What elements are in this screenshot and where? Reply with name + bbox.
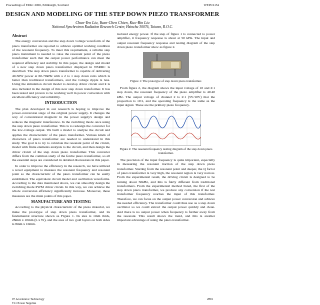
footer-section: 07 Accelerator Technology T11 Power Supplies	[12, 297, 45, 305]
abstract-text: The energy conversion and the step down voltage waveform of the piezo transformer are reported to achieve optimal working condition of the resonant frequency. To meet this requirement, a reliable step piezo instrument is needed to raise the resonant point of the piezo transformer such that the output power performance can meet the required efficiency and stability. In this paper, the design and model of a new step down piezo transformer displayed in NSRRC is described. The step down piezo transformer is capable of delivering 40-50W power at 60-70kHz with a 2 to 1 step down ratio which is better than traditional transformers, and the voltage ripple is less. Using the simulation circuit model to develop driver circuit and it is also included in the design of this new step down transformer. It has been tested and proven to be working well in power conversion with excellent efficiency and reliability.	[12, 39, 110, 100]
left-column	[12, 32, 110, 228]
header-paper-id: WEPLS134	[203, 3, 219, 7]
manufacture-heading: MANUFACTURE AND TESTING	[31, 198, 91, 204]
right-column	[117, 32, 215, 224]
abstract-heading: Abstract	[12, 33, 27, 38]
figure-2-caption: Figure 2: The resonant frequency testing diagram of the step down piezo transformer.	[119, 147, 213, 156]
figure-2-scope	[131, 110, 201, 146]
header-proceedings: Proceedings of EPAC 2006, Edinburgh, Scotland	[6, 3, 69, 7]
manufacture-text: According to the physical characteristic of the piezo material, we make the prototype of step down piezo transformer, and its fundamental structure shown as Figure 1. Its size is 1mm thick, 28mm x 10mm (L x W), and the area of two gold layers on both sides is 8mm x 10mm.	[12, 205, 110, 227]
paper-authors: Chun-Yen Liu, Yuan-Chen Chien, Kuo-Bin Liu	[75, 20, 150, 25]
figure-1-photo	[143, 52, 189, 78]
introduction-heading: INTRODUCTION	[44, 100, 77, 106]
right-top-text: isolated energy power. If the step of figure 1 is connected to power amplifier, it frequency response is about at 50 kHz. The input and output resonant frequency response and testing diagram of the step down piezo transformer show as figure 2.	[117, 32, 215, 49]
piezo-prototype-image	[143, 52, 189, 78]
introduction-text-2: In order to improve the efficiency in the research, we have utilized a novel equipment to measure the resonant frequency and resonant point so the characteristic of the piezo transformer can be easily established. The equivalent circuit model and oscillation waveforms. According to the data mentioned above, we can smoothly design the switching mode PWM driver circuit. In this way, we can achieve the whole conversion efficiency significantly increase. Moreover, these measures are the main points of this paper.	[12, 163, 110, 198]
oscilloscope-plot	[131, 110, 201, 146]
figure-1-caption: Figure 1: The prototype of step down piezo transformer.	[130, 79, 202, 84]
paper-title: DESIGN AND MODELING OF THE STEP DOWN PIEZO TRANSFORMER	[5, 11, 220, 18]
right-mid-text: From figure 2, the diagram shows the input voltage of 10 and 2:1 step down, the resonant frequency of the piezo amplifier is 40.40 kHz. The output voltage of channel 2 is 2:1 (5V/10V) that the proportion is 10:1, and the operating frequency is the same as the input signal. These are the primary piezo frequency.	[117, 85, 215, 108]
footer-page-number: 2891	[207, 297, 213, 301]
right-bottom-text: The precision of the input frequency is quite important, especially in measuring the resonant traction of the step down piezo transformer. Starting from the resonant point and deeper, the Q factor of piezo transformer is very high, the resonant region is very narrow. From the experimental result, the driving circuit is designed to be turning about 50kHz, and this is fairly different from traditional transformers. From the experimental method listed, the first of the step down piezo transformer, we produce any conversion if the test transformer frequency reaches the input of this transformer. Therefore, we can focus on the output power conversion and achieve the needed efficiency. The transformer could thus use as a step down oscillator so we could extract the output power quickly and clean. And there is no output power when frequency is further away from the resonant. This result shows the trend, and this is another important advantage of using the piezo transformer.	[117, 158, 215, 223]
paper-affiliation: National Synchrotron Radiation Research Center, Hsinchu 30076, Taiwan, R.O.C.	[51, 25, 174, 29]
introduction-text: The plan developed in our research is hoping to improve the power-conversion stage of the original power supply. It changes the way of conventional magnetic in the power supply's design and reduces the magnetic interference. In the switching mode once using the step down piezo transformer. This is to redesign the converter for the low-voltage output. We built a model to analyze the circuit and applies the characteristic of the piezo transformer. Various kinds of characters of piezo transformer are needed to understand in this study. The goal is to try to calculate the resonant point of the circuit, model with finite elements analysis to the circuit, and then design the driver circuit of the step down piezo transformer. This converter differs from the common study of the ferrite piezo transformer, so all the essential steps are considered in detailed discussions in this paper.	[12, 106, 110, 163]
